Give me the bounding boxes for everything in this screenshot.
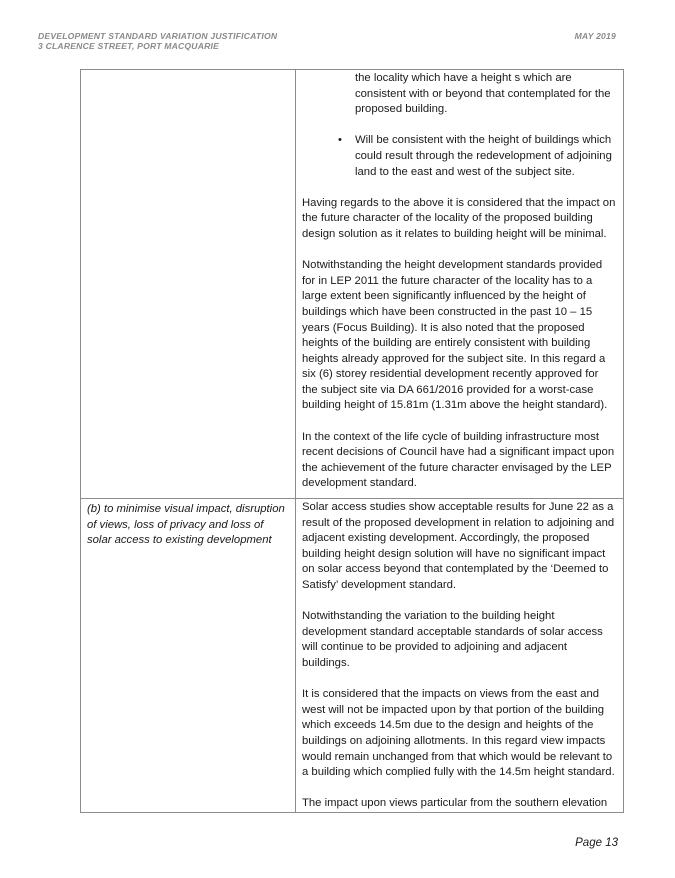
paragraph: It is considered that the impacts on views from the east and west will not be impacted upon by that portion of the building which exceeds 14.5m due to the design and heights of the buildings on adjoining allotments. In this regard view impacts would remain unchanged from that which would be relevant to a building which complied fully with the 14.5m height standard. (302, 688, 615, 779)
bullet-icon: • (338, 134, 342, 147)
site-address: 3 CLARENCE STREET, PORT MACQUARIE (38, 41, 220, 51)
bullet-item (302, 133, 617, 180)
objective-text: (b) to minimise visual impact, disruption of views, loss of privacy and loss of solar access to existing development (87, 503, 285, 547)
document-title: DEVELOPMENT STANDARD VARIATION JUSTIFICATION (38, 31, 278, 41)
objective-cell-empty (81, 70, 296, 499)
paragraph: Solar access studies show acceptable results for June 22 as a result of the proposed development in relation to adjoining and adjacent existing development. Accordingly, the proposed building height design solution will have no significant impact on solar access beyond that contemplated by the ‘Deemed to Satisfy’ development standard. (302, 501, 615, 591)
paragraph: Notwithstanding the height development standards provided for in LEP 2011 the future character of the locality has to a large extent been significantly influenced by the height of buildings which have been constructed in the past 10 – 15 years (Focus Building). It is also noted that the proposed heights of the building are entirely consistent with building heights already approved for the subject site. In this regard a six (6) storey residential development recently approved for the subject site via DA 661/2016 provided for a worst-case building height of 15.81m (1.31m above the height standard). (302, 259, 608, 412)
paragraph: Notwithstanding the variation to the building height development standard acceptable standards of solar access will continue to be provided to adjoining and adjacent buildings. (302, 610, 603, 669)
document-date: MAY 2019 (574, 31, 616, 41)
bullet-text: Will be consistent with the height of buildings which could result through the redevelopment of adjoining land to the east and west of the subject site. (355, 134, 612, 178)
paragraph: Having regards to the above it is considered that the impact on the future character of the locality of the proposed building design solution as it relates to building height will be minimal. (302, 196, 616, 240)
page-number: Page 13 (575, 837, 618, 849)
page-header (38, 31, 616, 51)
paragraph: The impact upon views particular from the southern elevation (302, 797, 608, 810)
justification-cell (296, 499, 624, 813)
objective-cell (81, 499, 296, 813)
continued-text: the locality which have a height s which are consistent with or beyond that contemplated for the proposed building. (355, 72, 611, 116)
paragraph: In the context of the life cycle of building infrastructure most recent decisions of Council have had a significant impact upon the achievement of the future character envisaged by the LEP development standard. (302, 430, 615, 490)
table-row (81, 70, 624, 499)
table-row (81, 499, 624, 813)
variation-justification-table (80, 69, 624, 813)
justification-cell (296, 70, 624, 499)
